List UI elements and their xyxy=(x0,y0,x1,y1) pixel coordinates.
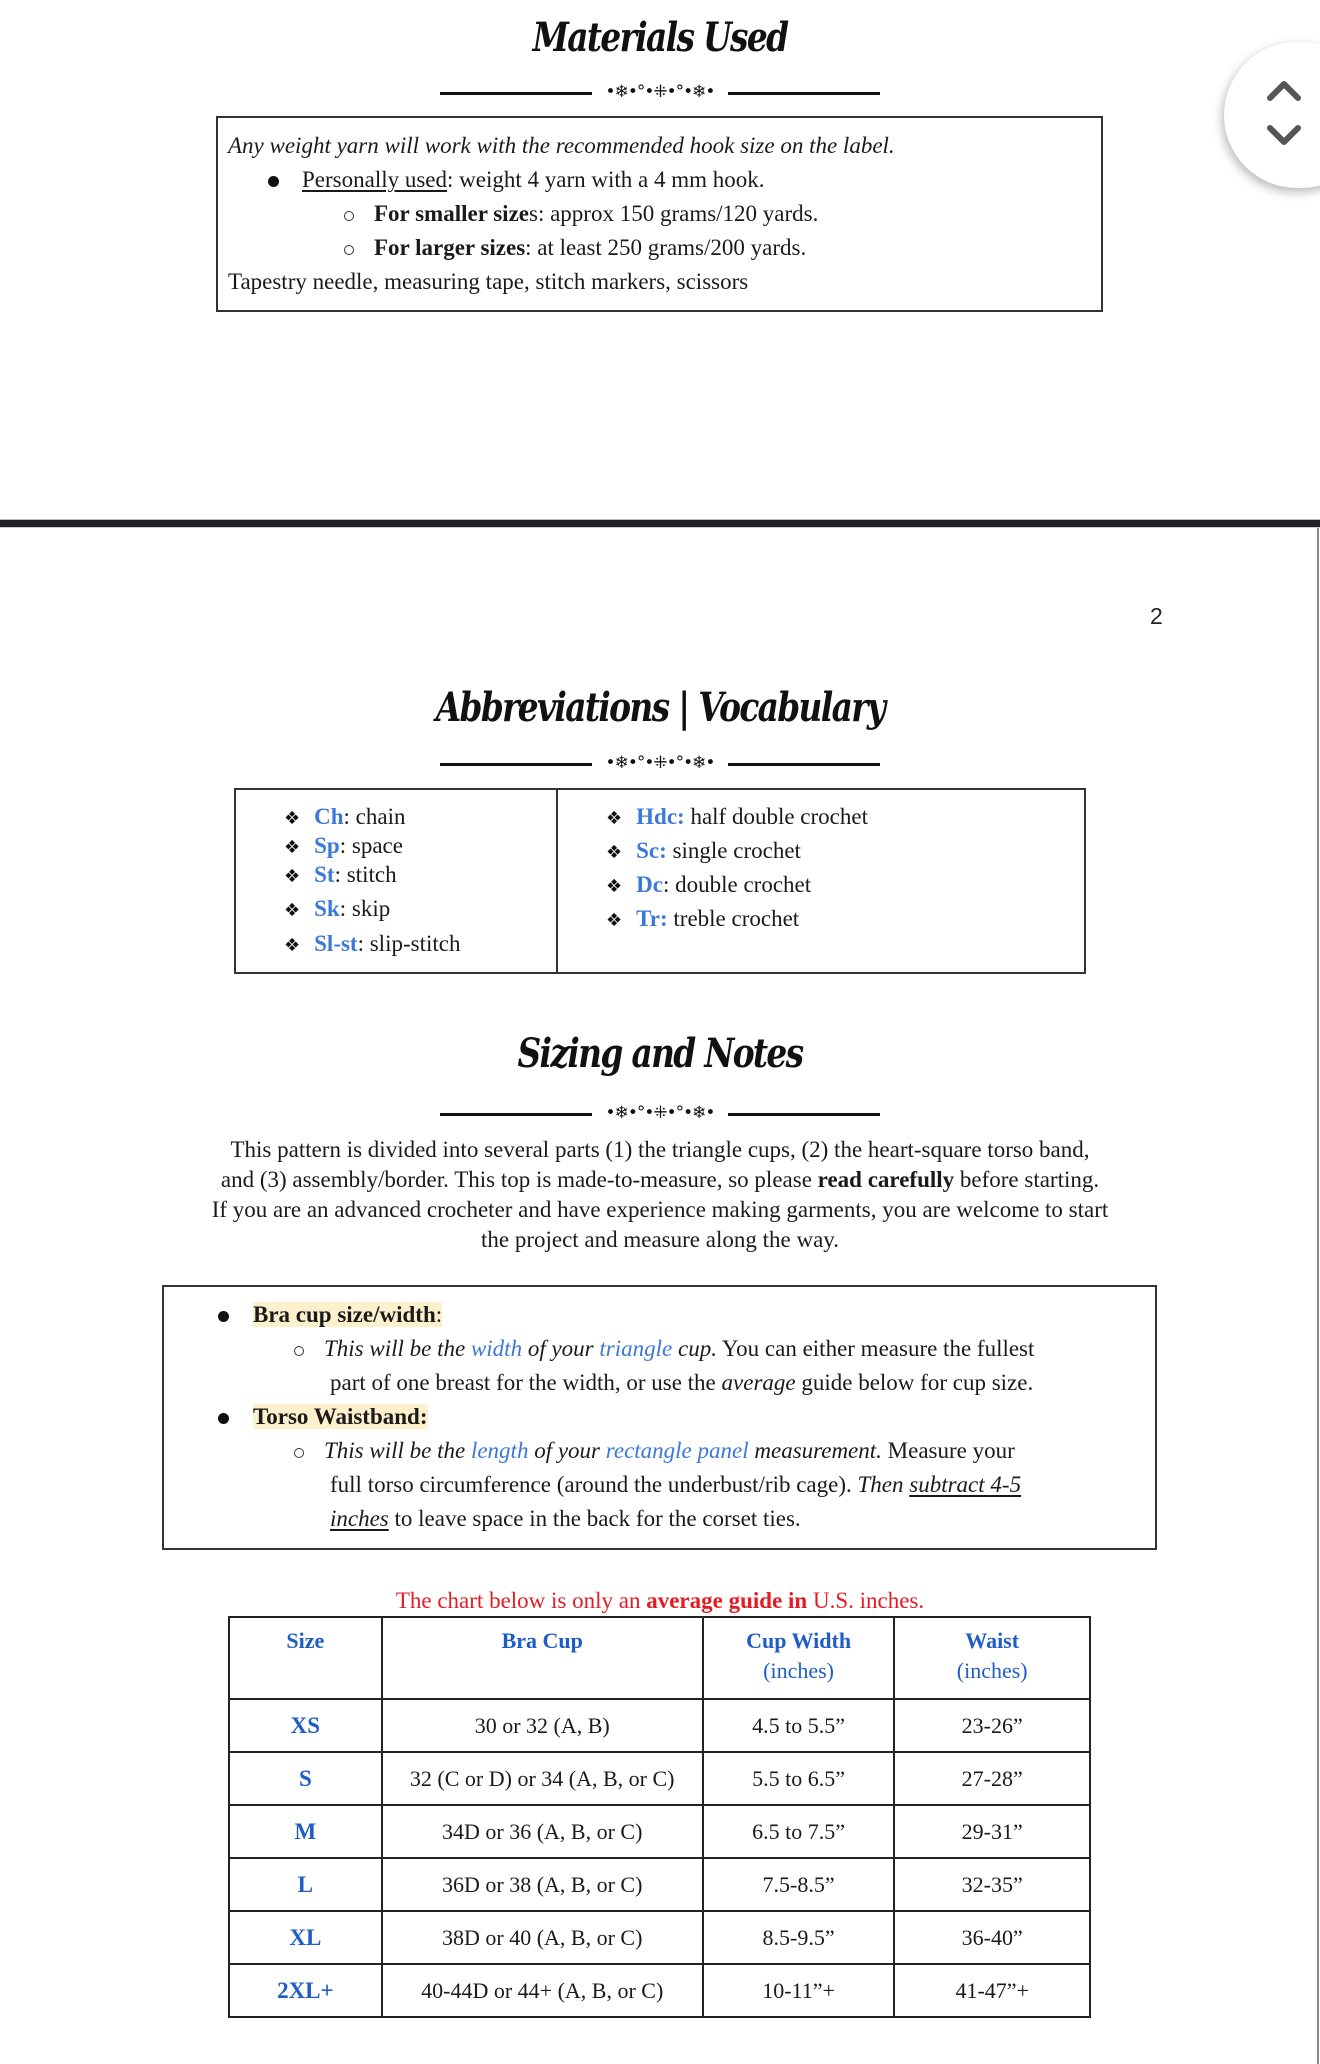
abbr-item: ❖ Sc: single crochet xyxy=(606,838,801,863)
sizing-title: Sizing and Notes xyxy=(517,1030,803,1077)
table-row xyxy=(229,1805,1090,1858)
size-chart-table xyxy=(228,1616,1091,2018)
table-row xyxy=(229,1699,1090,1752)
note-torso-detail-2: full torso circumference (around the underbust/rib cage). Then subtract 4-5 xyxy=(330,1472,1022,1497)
note-torso: Torso Waistband: xyxy=(218,1400,428,1434)
scroll-up-button[interactable] xyxy=(1264,74,1304,104)
cell-cup-width: 4.5 to 5.5” xyxy=(703,1699,895,1752)
header-cup-width: Cup Width (inches) xyxy=(703,1617,895,1699)
ornamental-divider: •❄•°•⁜•°•❄• xyxy=(440,83,880,103)
materials-title: Materials Used xyxy=(532,14,788,61)
cell-bra-cup: 40-44D or 44+ (A, B, or C) xyxy=(382,1964,703,2017)
abbr-item: ❖ Sp: space xyxy=(284,833,403,858)
bullet-icon xyxy=(268,176,279,187)
ornamental-divider: •❄•°•⁜•°•❄• xyxy=(440,754,880,774)
abbr-item: ❖ Sl-st: slip-stitch xyxy=(284,931,461,956)
cell-bra-cup: 32 (C or D) or 34 (A, B, or C) xyxy=(382,1752,703,1805)
abbr-item: ❖ Dc: double crochet xyxy=(606,872,812,897)
table-row xyxy=(229,1752,1090,1805)
header-bra-cup: Bra Cup xyxy=(382,1617,703,1699)
chevron-up-icon xyxy=(1264,74,1304,104)
column-divider xyxy=(556,790,558,972)
cell-cup-width: 10-11”+ xyxy=(703,1964,895,2017)
cell-cup-width: 5.5 to 6.5” xyxy=(703,1752,895,1805)
abbr-item: ❖ Ch: chain xyxy=(284,804,406,829)
cell-waist: 32-35” xyxy=(894,1858,1090,1911)
header-size: Size xyxy=(229,1617,382,1699)
note-bra-cup-detail: This will be the width of your triangle cup. You can either measure the fullest xyxy=(294,1332,1034,1366)
cell-bra-cup: 36D or 38 (A, B, or C) xyxy=(382,1858,703,1911)
materials-tools: Tapestry needle, measuring tape, stitch markers, scissors xyxy=(228,269,749,294)
page-break xyxy=(0,519,1320,528)
cell-size: M xyxy=(229,1805,382,1858)
note-bra-cup: Bra cup size/width: xyxy=(218,1298,442,1332)
table-row xyxy=(229,1964,1090,2017)
cell-cup-width: 6.5 to 7.5” xyxy=(703,1805,895,1858)
materials-intro: Any weight yarn will work with the recommended hook size on the label. xyxy=(228,133,895,158)
cell-waist: 41-47”+ xyxy=(894,1964,1090,2017)
sub-bullet-icon xyxy=(344,245,354,255)
cell-size: S xyxy=(229,1752,382,1805)
bullet-icon xyxy=(218,1311,229,1322)
cell-size: XS xyxy=(229,1699,382,1752)
page-edge xyxy=(1317,528,1319,2064)
table-row xyxy=(229,1911,1090,1964)
cell-bra-cup: 38D or 40 (A, B, or C) xyxy=(382,1911,703,1964)
abbreviations-table xyxy=(234,788,1086,974)
cell-size: 2XL+ xyxy=(229,1964,382,2017)
sizing-intro-paragraph: This pattern is divided into several parts (1) the triangle cups, (2) the heart-square torso band, and (3) assembly/border. This top is made-to-measure, so please read carefully before starting. If you are an advanced crocheter and have experience making garments, you are welcome to start the project and measure along the way. xyxy=(211,1137,1109,1252)
sizing-notes-box xyxy=(162,1285,1157,1550)
abbr-item: ❖ Tr: treble crochet xyxy=(606,906,800,931)
table-header-row xyxy=(229,1617,1090,1699)
ornamental-divider: •❄•°•⁜•°•❄• xyxy=(440,1104,880,1124)
scroll-down-button[interactable] xyxy=(1264,122,1304,152)
table-row xyxy=(229,1858,1090,1911)
cell-cup-width: 7.5-8.5” xyxy=(703,1858,895,1911)
header-waist: Waist (inches) xyxy=(894,1617,1090,1699)
sub-bullet-icon xyxy=(344,211,354,221)
bullet-icon xyxy=(218,1413,229,1424)
abbr-item: ❖ Sk: skip xyxy=(284,896,391,921)
sub-bullet-icon xyxy=(294,1346,304,1356)
cell-bra-cup: 34D or 36 (A, B, or C) xyxy=(382,1805,703,1858)
cell-bra-cup: 30 or 32 (A, B) xyxy=(382,1699,703,1752)
cell-size: XL xyxy=(229,1911,382,1964)
cell-cup-width: 8.5-9.5” xyxy=(703,1911,895,1964)
sub-bullet-icon xyxy=(294,1448,304,1458)
abbreviations-title: Abbreviations | Vocabulary xyxy=(435,684,885,731)
materials-personally-used: Personally used: weight 4 yarn with a 4 mm hook. xyxy=(268,163,765,197)
note-torso-detail-3: inches to leave space in the back for the corset ties. xyxy=(330,1506,801,1531)
cell-waist: 36-40” xyxy=(894,1911,1090,1964)
page-number: 2 xyxy=(1150,603,1163,629)
materials-smaller-sizes: For smaller sizes: approx 150 grams/120 yards. xyxy=(344,197,818,231)
page-nav-widget xyxy=(1224,42,1320,188)
cell-waist: 23-26” xyxy=(894,1699,1090,1752)
chart-caption: The chart below is only an average guide in U.S. inches. xyxy=(395,1588,925,1613)
abbr-item: ❖ St: stitch xyxy=(284,862,397,887)
abbr-item: ❖ Hdc: half double crochet xyxy=(606,804,868,829)
chevron-down-icon xyxy=(1264,122,1304,152)
materials-box xyxy=(216,116,1103,312)
cell-waist: 29-31” xyxy=(894,1805,1090,1858)
note-torso-detail: This will be the length of your rectangle panel measurement. Measure your xyxy=(294,1434,1015,1468)
cell-waist: 27-28” xyxy=(894,1752,1090,1805)
cell-size: L xyxy=(229,1858,382,1911)
note-bra-cup-detail-2: part of one breast for the width, or use the average guide below for cup size. xyxy=(330,1370,1034,1395)
materials-larger-sizes: For larger sizes: at least 250 grams/200 yards. xyxy=(344,231,806,265)
